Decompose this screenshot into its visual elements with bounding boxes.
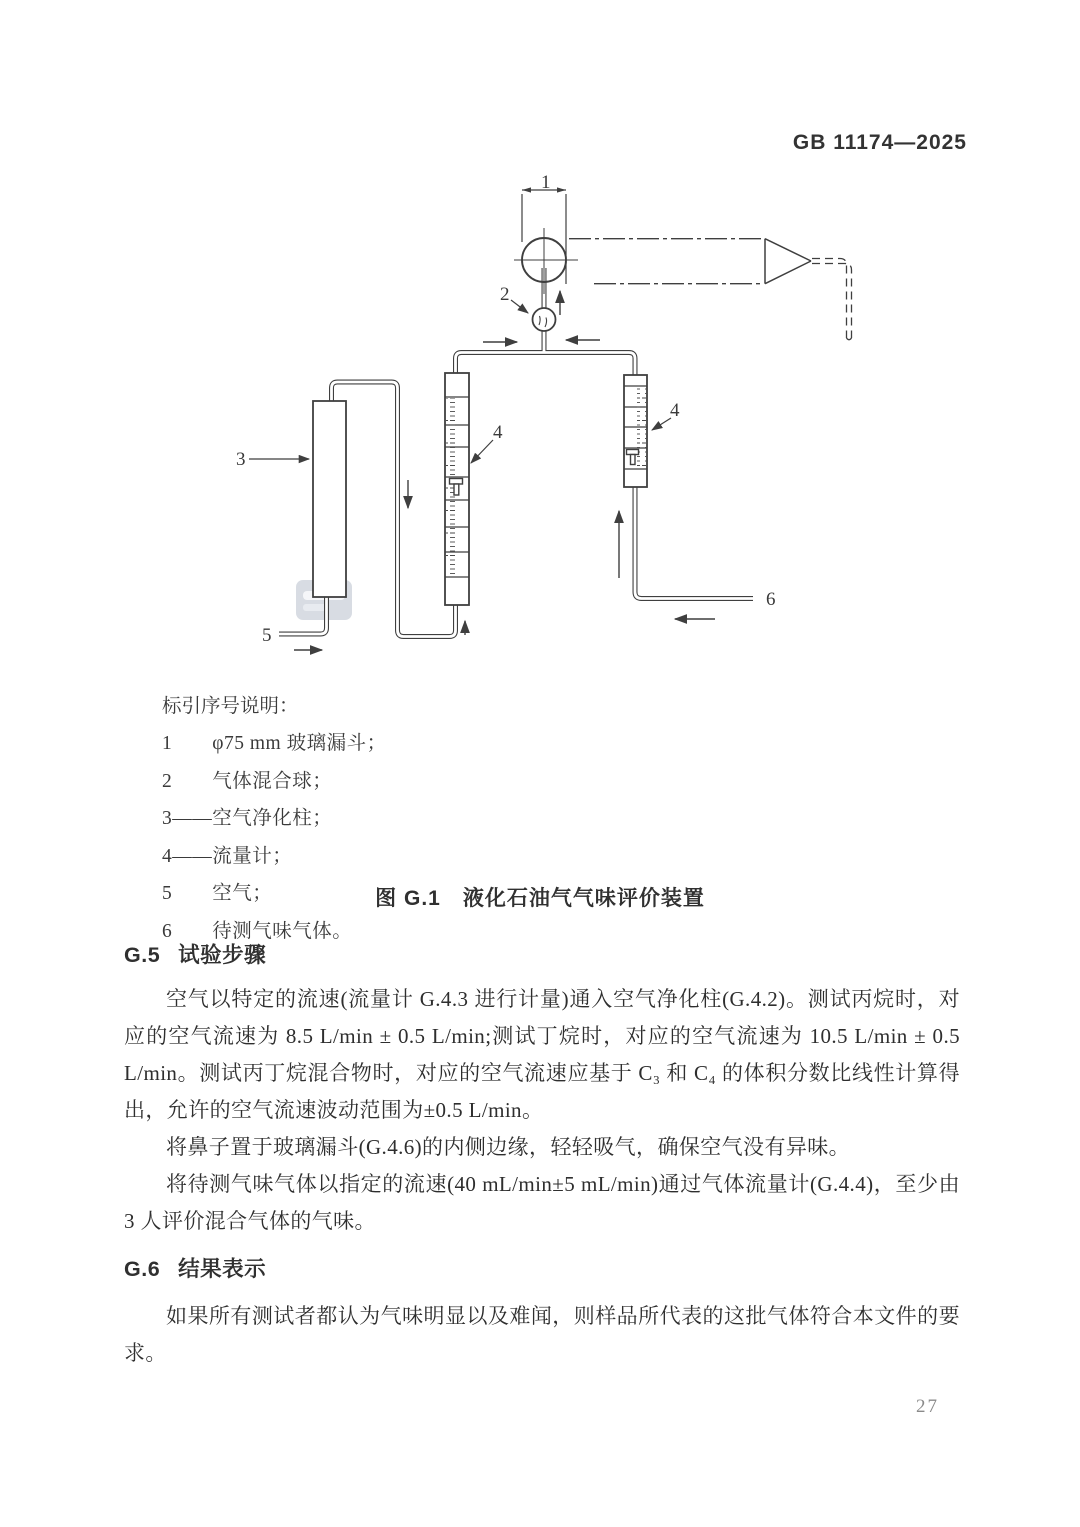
figure-caption: 图 G.1 液化石油气气味评价装置: [375, 887, 705, 910]
tubing-bore: [279, 268, 753, 637]
page-number: 27: [916, 1396, 939, 1417]
paragraph: 将鼻子置于玻璃漏斗(G.4.6)的内侧边缘，轻轻吸气，确保空气没有异味。: [166, 1135, 851, 1159]
section-title: 结果表示: [178, 1257, 267, 1281]
paragraph: 空气以特定的流速(流量计 G.4.3 进行计量)通入空气净化柱(G.4.2)。测试丙烷时，对应的空气流速为 8.5 L/min ± 0.5 L/min;测试丁烷时，对应的空气流速为 10.5 L/min ± 0.5 L/min。测试丙丁烷混合物时，对应的空气流速应基于 C₃ 和 C₄ 的体积分数比线性计算得出，允许的空气流速波动范围为±0.5 L/min。: [124, 987, 960, 1122]
air-purification-column: [313, 401, 346, 597]
legend-item: 3——空气净化柱；: [162, 808, 333, 829]
label-mixing-ball: 2: [500, 284, 510, 305]
label-odor-gas: 6: [766, 589, 776, 610]
legend-item: 1 φ75 mm 玻璃漏斗；: [162, 733, 387, 754]
legend-item: 6 待测气味气体。: [162, 920, 353, 942]
label-purify-column: 3: [236, 449, 246, 470]
legend-item: 4——流量计；: [162, 845, 293, 867]
apparatus-diagram: [200, 172, 900, 677]
figure-legend: [162, 690, 762, 952]
label-flowmeter-right: 4: [670, 400, 680, 421]
section-title: 试验步骤: [178, 943, 267, 967]
flowmeter-right: [624, 375, 647, 487]
gas-mixing-ball: [533, 308, 556, 331]
legend-item: 2 气体混合球；: [162, 770, 333, 792]
section-id: G.5: [124, 943, 161, 967]
flowmeter-center: [445, 373, 469, 605]
label-air-inlet: 5: [262, 625, 272, 646]
section-heading-g5: [124, 938, 266, 969]
glass-funnel: [514, 228, 852, 340]
tubing-outline: [279, 268, 753, 637]
paragraph: 将待测气味气体以指定的流速(40 mL/min±5 mL/min)通过气体流量计(G.4.4)，至少由 3 人评价混合气体的气味。: [124, 1172, 960, 1233]
legend-title: 标引序号说明：: [162, 696, 299, 717]
section-g5-body: [124, 981, 960, 1240]
standard-number: GB 11174—2025: [792, 131, 967, 154]
legend-item: 5 空气；: [162, 883, 273, 904]
section-heading-g6: [124, 1252, 266, 1283]
section-id: G.6: [124, 1257, 161, 1281]
paragraph: 如果所有测试者都认为气味明显以及难闻，则样品所代表的这批气体符合本文件的要求。: [124, 1304, 960, 1365]
section-g6-body: [124, 1298, 960, 1372]
label-flowmeter-center: 4: [493, 422, 503, 443]
label-funnel: 1: [541, 172, 551, 193]
flowmeter-scale: [637, 388, 646, 468]
